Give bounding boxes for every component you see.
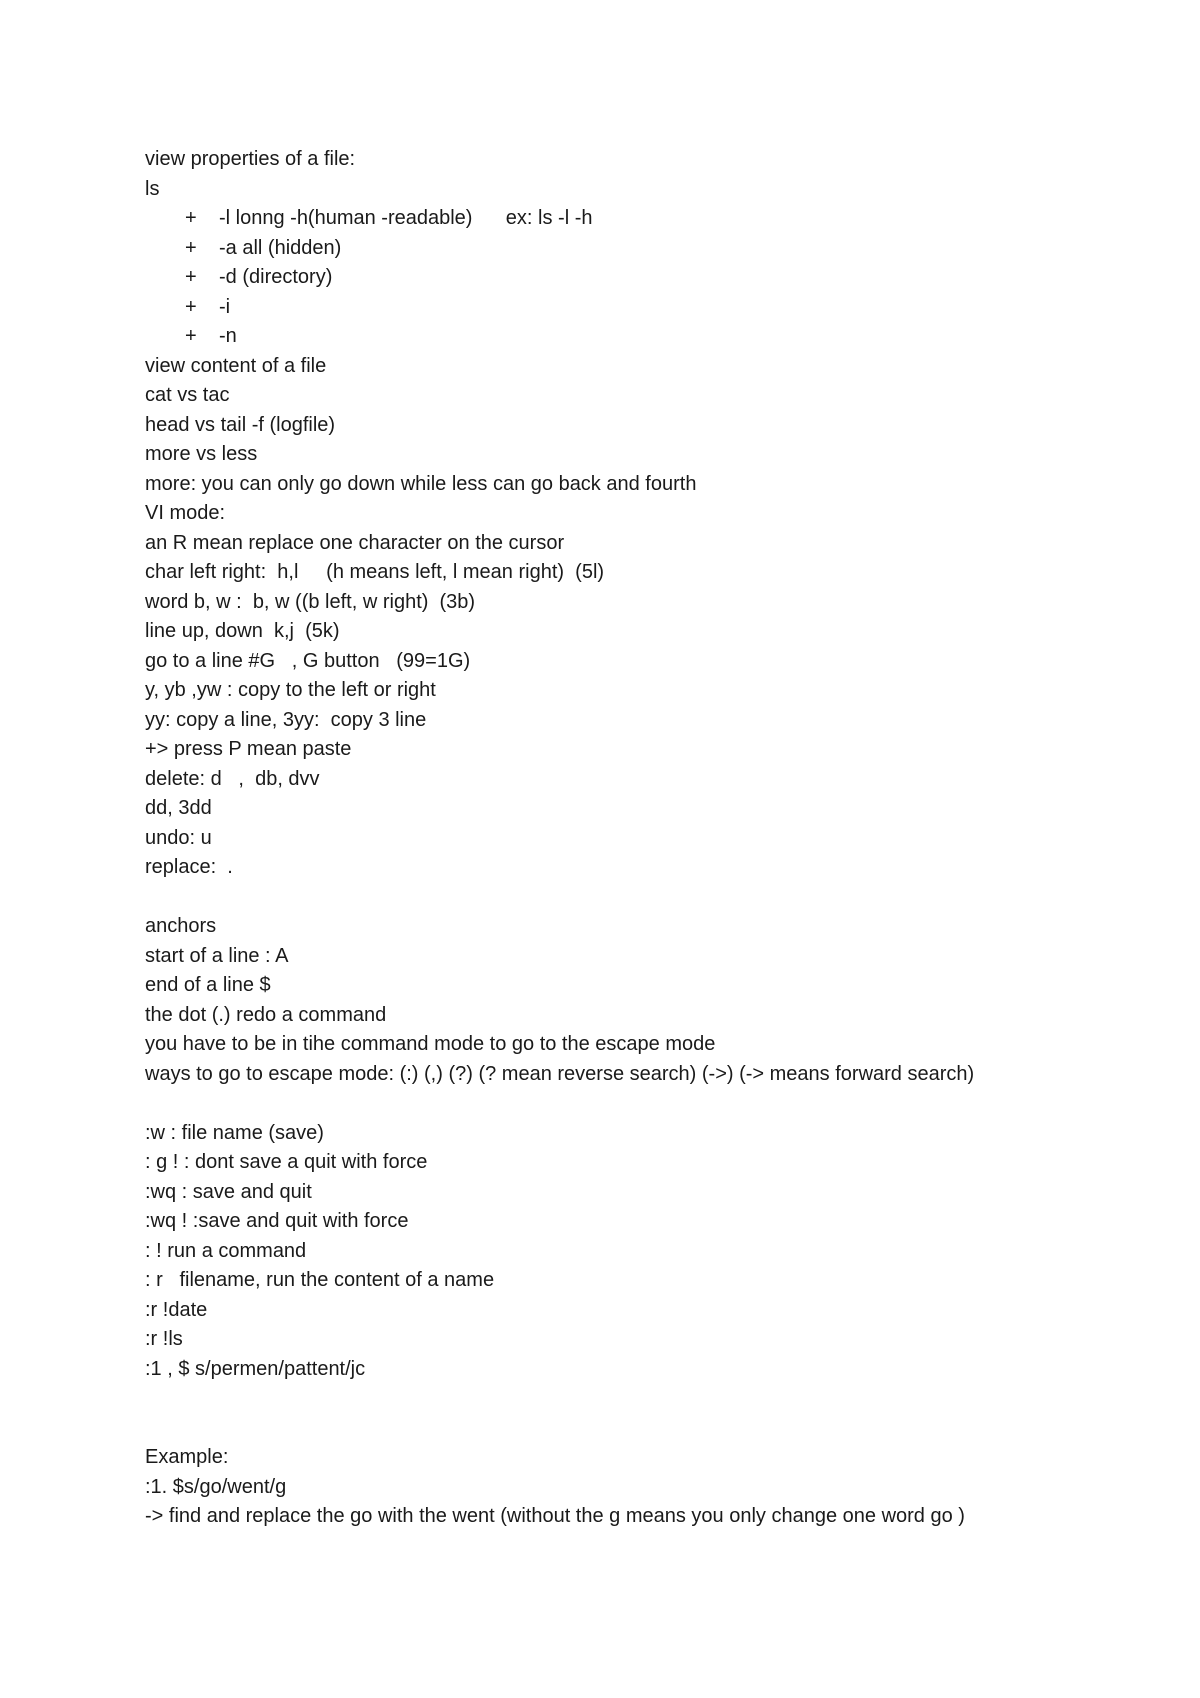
command-line: :wq ! :save and quit with force [145,1210,409,1232]
anchors-line: start of a line : A [145,944,289,967]
blank-line [145,883,1085,913]
content-line: line up, down k,j (5k) [145,620,340,642]
content-line: char left right: h,l (h means left, l mean right) (5l) [145,561,605,583]
anchors-line: end of a line $ [145,974,271,996]
example-line: Example: [145,1446,229,1468]
ls-heading: view properties of a file: [145,148,356,170]
bullet-text: -l lonng -h(human -readable) ex: ls -l -h [219,207,593,229]
command-line: : r filename, run the content of a name [145,1269,495,1291]
bullet-mark: + [185,295,197,318]
content-line: replace: . [145,856,233,878]
content-line: head vs tail -f (logfile) [145,413,336,436]
bullet-mark: + [185,207,197,229]
bullet-text: -d (directory) [219,266,333,288]
command-line: :w : file name (save) [145,1121,324,1144]
content-line: more vs less [145,443,258,465]
ls-option [145,204,1085,234]
ls-option [145,234,1085,264]
blank-line [145,1089,1085,1119]
content-line: word b, w : b, w ((b left, w right) (3b) [145,590,476,613]
anchors-line: the dot (.) redo a command [145,1003,387,1026]
content-line: +> press P mean paste [145,738,352,760]
command-line: : ! run a command [145,1239,307,1262]
anchors-line: anchors [145,915,217,937]
command-line: :r !ls [145,1328,183,1350]
example-line: -> find and replace the go with the went (without the g means you only change one word go ) [145,1505,965,1527]
bullet-mark: + [185,236,197,259]
anchors-line: ways to go to escape mode: (:) (,) (?) (? mean reverse search) (->) (-> means forward search) [145,1062,975,1085]
bullet-mark: + [185,266,197,288]
ls-option [145,293,1085,323]
document-body [145,145,1085,1532]
content-line: an R mean replace one character on the cursor [145,531,565,554]
content-line: delete: d , db, dvv [145,767,320,790]
bullet-text: -i [219,295,231,318]
bullet-mark: + [185,325,197,347]
command-line: :r !date [145,1298,208,1321]
bullet-text: -n [219,325,237,347]
content-line: y, yb ,yw : copy to the left or right [145,679,436,701]
anchors-line: you have to be in tihe command mode to go to the escape mode [145,1033,716,1055]
blank-line [145,1414,1085,1444]
command-line: : g ! : dont save a quit with force [145,1151,428,1173]
content-line: VI mode: [145,502,226,524]
content-line: more: you can only go down while less can go back and fourth [145,472,697,495]
content-line: undo: u [145,826,212,849]
blank-line [145,1384,1085,1414]
content-line: cat vs tac [145,384,230,406]
bullet-text: -a all (hidden) [219,236,342,259]
content-line: go to a line #G , G button (99=1G) [145,649,471,672]
ls-command: ls [145,177,160,200]
command-line: :wq : save and quit [145,1180,312,1203]
example-line: :1. $s/go/went/g [145,1475,287,1498]
content-line: yy: copy a line, 3yy: copy 3 line [145,708,427,731]
command-line: :1 , $ s/permen/pattent/jc [145,1357,366,1380]
ls-option [145,263,1085,293]
ls-option [145,322,1085,352]
content-line: dd, 3dd [145,797,212,819]
content-line: view content of a file [145,354,327,377]
